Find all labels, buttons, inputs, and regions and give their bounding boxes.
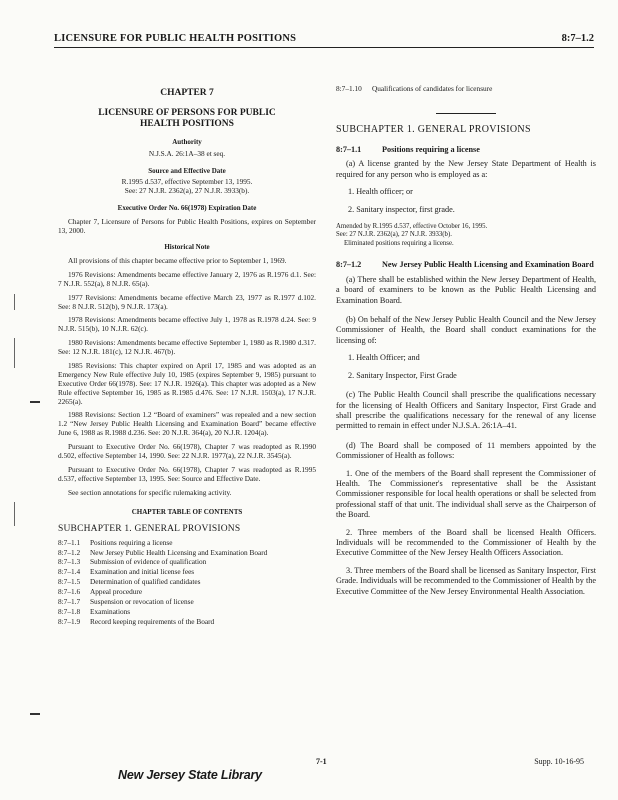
toc-entry[interactable]: 8:7–1.7 Suspension or revocation of license	[58, 596, 194, 606]
authority-text: N.J.S.A. 26:1A–38 et seq.	[148, 148, 226, 158]
section-paragraph: (b) On behalf of the New Jersey Public Health Council and the New Jersey Commissioner of Health, the Board shall conduct examinations for the licensing of:	[336, 315, 596, 345]
toc-entry[interactable]: 8:7–1.9 Record keeping requirements of the Board	[58, 616, 215, 626]
margin-tick	[14, 338, 15, 368]
source-text-1: R.1995 d.537, effective September 13, 1995.	[121, 177, 253, 187]
historical-note-paragraph: All provisions of this chapter became effective prior to September 1, 1969.	[68, 255, 287, 265]
section-heading: 8:7–1.2 New Jersey Public Health Licensing and Examination Board	[336, 260, 594, 270]
list-item: 1. Health officer; or	[348, 187, 413, 197]
section-heading: 8:7–1.1 Positions requiring a license	[336, 144, 480, 154]
subchapter-heading: SUBCHAPTER 1. GENERAL PROVISIONS	[336, 124, 531, 136]
historical-note-paragraph: 1980 Revisions: Amendments became effective September 1, 1980 as R.1980 d.317. See: 12 N.J.R. 181(c), 12 N.J.R. 467(b).	[58, 338, 316, 357]
historical-note-paragraph: 1978 Revisions: Amendments became effective July 1, 1978 as R.1978 d.24. See: 9 N.J.R. 515(b), 10 N.J.R. 62(c).	[58, 315, 316, 334]
toc-entry[interactable]: 8:7–1.5 Determination of qualified candidates	[58, 577, 201, 587]
chapter-title: LICENSURE OF PERSONS FOR PUBLIC HEALTH POSITIONS	[98, 107, 276, 129]
toc-entry[interactable]: 8:7–1.2 New Jersey Public Health Licensing and Examination Board	[58, 547, 268, 557]
list-item: 2. Sanitary inspector, first grade.	[348, 204, 455, 214]
toc-entry[interactable]: 8:7–1.6 Appeal procedure	[58, 587, 143, 597]
running-header	[54, 33, 594, 48]
margin-tick	[14, 502, 15, 526]
margin-mark	[30, 401, 40, 403]
historical-note-heading: Historical Note	[164, 243, 210, 252]
section-paragraph: 3. Three members of the Board shall be licensed as Sanitary Inspector, First Grade. Individuals will be recommended to the Commissioner of Health by the Executive Committee of the New Jersey Environmental Health Association.	[336, 565, 596, 596]
source-text-2: See: 27 N.J.R. 2362(a), 27 N.J.R. 3933(b).	[124, 186, 250, 196]
amendment-note: Amended by R.1995 d.537, effective October 16, 1995. See: 27 N.J.R. 2362(a), 27 N.J.R. 3933(b). Eliminated positions requiring a license.	[336, 222, 488, 247]
section-divider	[436, 113, 496, 114]
section-paragraph: (c) The Public Health Council shall prescribe the qualifications necessary for the licensing of Health Officers and Sanitary Inspector, First Grade and shall prescribe the qualifications necessary for the renewal of any license permitted to remain in effect under N.J.S.A. 26:1A–41.	[336, 390, 596, 431]
toc-entry[interactable]: 8:7–1.1 Positions requiring a license	[58, 537, 173, 547]
section-paragraph: 1. One of the members of the Board shall represent the Commissioner of Health. The Commissioner's representative shall be the Assistant Commissioner responsible for local health operations or shall be selected from professional staff of that unit. The individual shall serve as the Chairperson of the Board.	[336, 468, 596, 520]
historical-note-paragraph: See section annotations for specific rulemaking activity.	[68, 487, 232, 497]
historical-note-paragraph: Pursuant to Executive Order No. 66(1978), Chapter 7 was readopted as R.1995 d.537, effective September 13, 1995. See: Source and Effective Date.	[58, 464, 316, 483]
historical-note-paragraph: 1988 Revisions: Section 1.2 “Board of examiners” was repealed and a new section 1.2 “New Jersey Public Health Licensing and Examination Board” became effective June 6, 1988 as R.1988 d.236. See: 20 N.J.R. 364(a), 20 N.J.R. 1204(a).	[58, 410, 316, 438]
list-item: 2. Sanitary Inspector, First Grade	[348, 370, 457, 380]
margin-mark	[30, 713, 40, 715]
historical-note-paragraph: 1985 Revisions: This chapter expired on April 17, 1985 and was adopted as an Emergency New Rule effective July 10, 1985 (expires September 9, 1985) pursuant to Executive Order 66(1978). See: 17 N.J.R. 1926(a). This chapter was adopted as a New Rule effective September 16, 1985 as R.1985 d.476. See: 17 N.J.R. 1503(a), 17 N.J.R. 2265(a).	[58, 360, 316, 406]
toc-entry[interactable]: 8:7–1.4 Examination and initial license fees	[58, 567, 195, 577]
toc-subchapter-heading: SUBCHAPTER 1. GENERAL PROVISIONS	[58, 524, 241, 535]
historical-note-paragraph: 1976 Revisions: Amendments became effective January 2, 1976 as R.1976 d.1. See: 7 N.J.R. 552(a), 8 N.J.R. 65(a).	[58, 269, 316, 288]
supplement-date: Supp. 10-16-95	[534, 757, 584, 766]
header-title: LICENSURE FOR PUBLIC HEALTH POSITIONS	[54, 33, 297, 44]
section-paragraph: (d) The Board shall be composed of 11 members appointed by the Commissioner of Health as follows:	[336, 440, 596, 461]
toc-entry[interactable]: 8:7–1.8 Examinations	[58, 606, 131, 616]
table-of-contents-heading: CHAPTER TABLE OF CONTENTS	[131, 507, 243, 516]
chapter-number: CHAPTER 7	[160, 88, 214, 98]
section-paragraph: 2. Three members of the Board shall be licensed Health Officers. Individuals will be recommended to the Commissioner of Health by the Executive Committee of the New Jersey Health Officers Association.	[336, 527, 596, 558]
page-number: 7-1	[316, 757, 327, 766]
toc-list	[58, 539, 316, 627]
authority-heading: Authority	[172, 138, 202, 147]
list-item: 1. Health Officer; and	[348, 353, 420, 363]
historical-note-paragraph: Pursuant to Executive Order No. 66(1978), Chapter 7 was readopted as R.1990 d.502, effective September 14, 1990. See: 22 N.J.R. 1977(a), 22 N.J.R. 3545(a).	[58, 442, 316, 460]
margin-tick	[14, 294, 15, 310]
section-paragraph: (a) There shall be established within the New Jersey Department of Health, a board of examiners to be known as the Public Health Licensing and Examination Board.	[336, 274, 596, 305]
exec-order-heading: Executive Order No. 66(1978) Expiration Date	[117, 204, 257, 213]
section-paragraph: (a) A license granted by the New Jersey State Department of Health is required for any person who is employed as a:	[336, 159, 596, 179]
toc-entry[interactable]: 8:7–1.10 Qualifications of candidates for licensure	[336, 84, 493, 93]
header-section-code: 8:7–1.2	[561, 33, 594, 44]
exec-order-text: Chapter 7, Licensure of Persons for Public Health Positions, expires on September 13, 2000.	[58, 216, 316, 235]
historical-note-paragraph: 1977 Revisions: Amendments became effective March 23, 1977 as R.1977 d.102. See: 8 N.J.R. 512(b), 9 N.J.R. 173(a).	[58, 292, 316, 311]
toc-entry[interactable]: 8:7–1.3 Submission of evidence of qualification	[58, 557, 207, 567]
left-column	[58, 58, 316, 627]
source-heading: Source and Effective Date	[148, 166, 226, 175]
library-stamp: New Jersey State Library	[118, 768, 262, 782]
right-column	[336, 58, 596, 597]
